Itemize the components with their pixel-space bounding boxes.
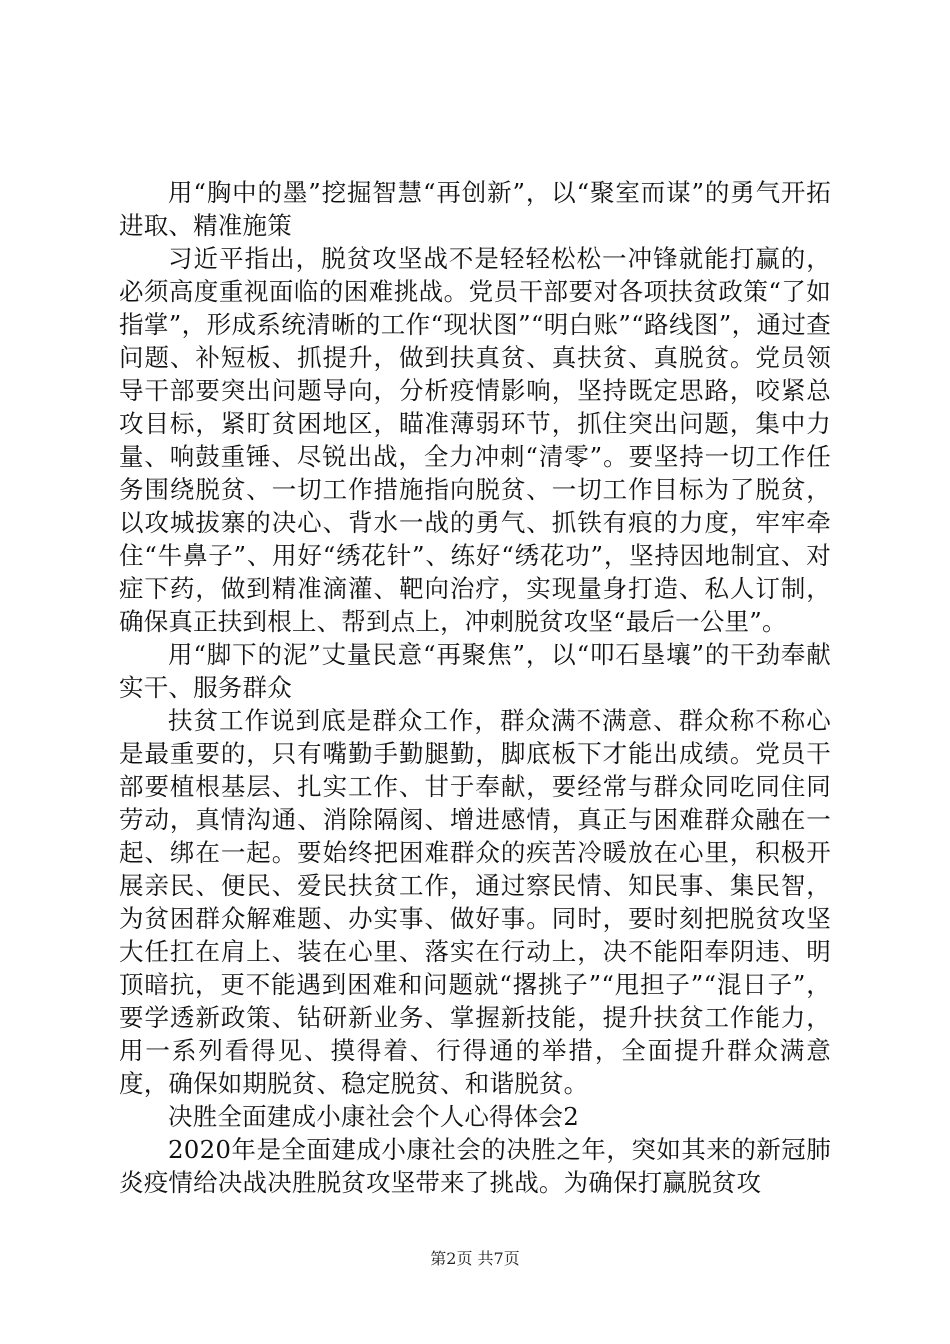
body-paragraph-3: 2020年是全面建成小康社会的决胜之年，突如其来的新冠肺炎疫情给决战决胜脱贫攻坚带来了挑战。为确保打赢脱贫攻 — [119, 1135, 831, 1197]
document-body — [119, 176, 831, 1199]
section-heading-1: 用“胸中的墨”挖掘智慧“再创新”，以“聚室而谋”的勇气开拓进取、精准施策 — [119, 178, 831, 240]
section-heading-2: 用“脚下的泥”丈量民意“再聚焦”，以“叩石垦壤”的干劲奉献实干、服务群众 — [119, 640, 831, 702]
body-paragraph-1: 习近平指出，脱贫攻坚战不是轻轻松松一冲锋就能打赢的，必须高度重视面临的困难挑战。党员干部要对各项扶贫政策“了如指掌”，形成系统清晰的工作“现状图”“明白账”“路线图”，通过查问题、补短板、抓提升，做到扶真贫、真扶贫、真脱贫。党员领导干部要突出问题导向，分析疫情影响，坚持既定思路，咬紧总攻目标，紧盯贫困地区，瞄准薄弱环节，抓住突出问题，集中力量、响鼓重锤、尽锐出战，全力冲刺“清零”。要坚持一切工作任务围绕脱贫、一切工作措施指向脱贫、一切工作目标为了脱贫，以攻城拔寨的决心、背水一战的勇气、抓铁有痕的力度，牢牢牵住“牛鼻子”、用好“绣花针”、练好“绣花功”，坚持因地制宜、对症下药，做到精准滴灌、靶向治疗，实现量身打造、私人订制，确保真正扶到根上、帮到点上，冲刺脱贫攻坚“最后一公里”。 — [119, 244, 831, 636]
page-footer: 第2页 共7页 — [430, 1249, 520, 1268]
body-paragraph-2: 扶贫工作说到底是群众工作，群众满不满意、群众称不称心是最重要的，只有嘴勤手勤腿勤，脚底板下才能出成绩。党员干部要植根基层、扎实工作、甘于奉献，要经常与群众同吃同住同劳动，真情沟通、消除隔阂、增进感情，真正与困难群众融在一起、绑在一起。要始终把困难群众的疾苦冷暖放在心里，积极开展亲民、便民、爱民扶贫工作，通过察民情、知民事、集民智，为贫困群众解难题、办实事、做好事。同时，要时刻把脱贫攻坚大任扛在肩上、装在心里、落实在行动上，决不能阳奉阴违、明顶暗抗，更不能遇到困难和问题就“撂挑子”“甩担子”“混日子”，要学透新政策、钻研新业务、掌握新技能，提升扶贫工作能力，用一系列看得见、摸得着、行得通的举措，全面提升群众满意度，确保如期脱贫、稳定脱贫、和谐脱贫。 — [119, 706, 831, 1098]
article-title-2: 决胜全面建成小康社会个人心得体会2 — [168, 1102, 579, 1131]
